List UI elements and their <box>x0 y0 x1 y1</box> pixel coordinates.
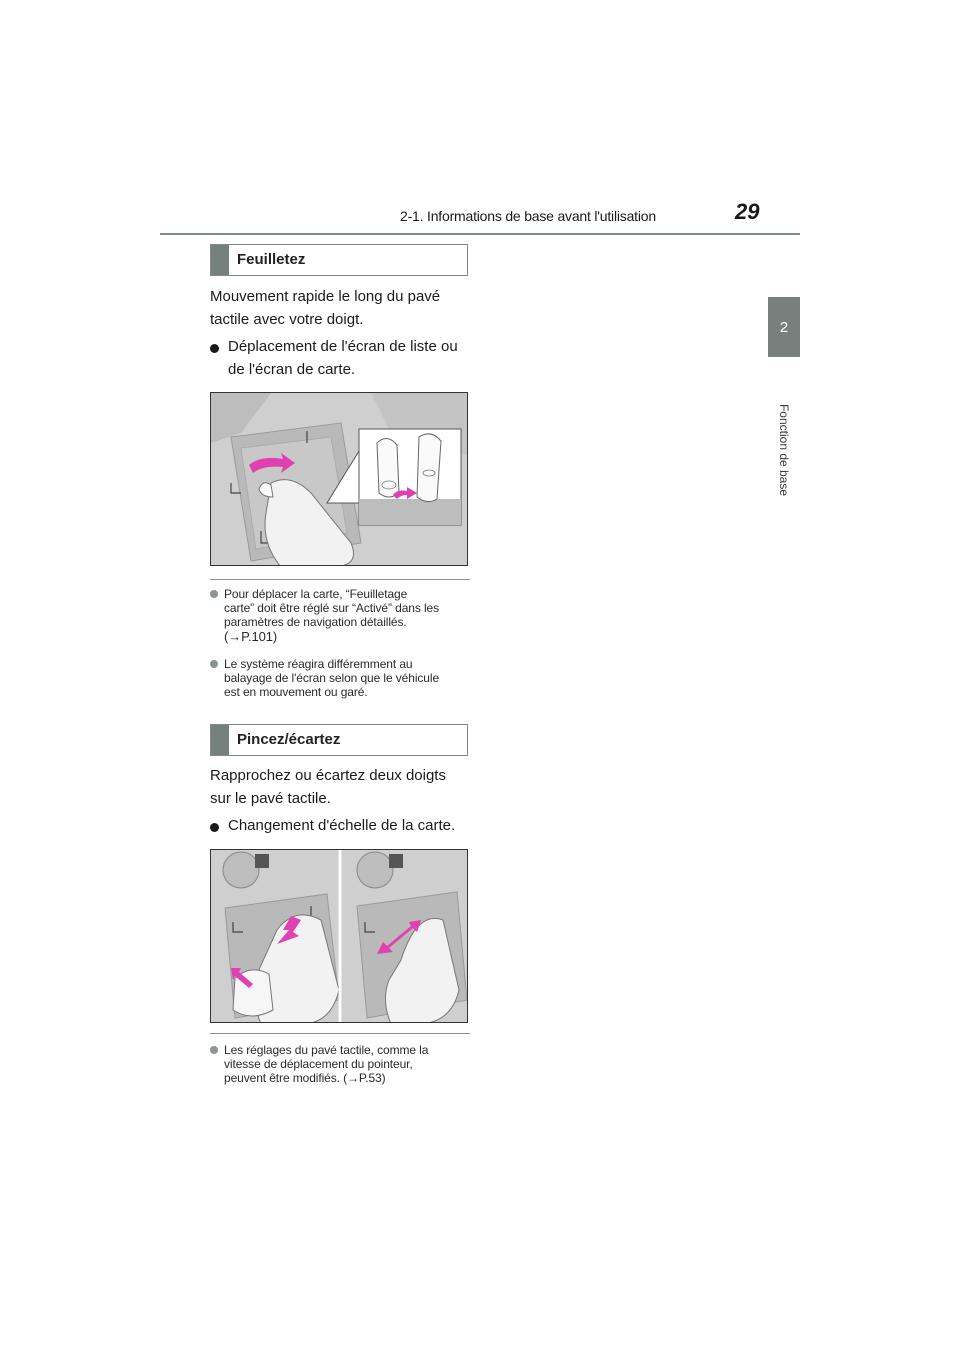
note-divider <box>210 579 470 580</box>
touchpad-pinch-image <box>211 850 468 1023</box>
note-bullet-icon <box>210 590 218 598</box>
bullet-item <box>210 814 472 837</box>
note-line: est en mouvement ou garé. <box>224 685 368 699</box>
note-item <box>210 657 472 699</box>
flick-illustration <box>210 392 468 566</box>
note-line: Le système réagira différemment au <box>224 657 413 671</box>
description-line: Mouvement rapide le long du pavé <box>210 288 441 305</box>
note-line: vitesse de déplacement du pointeur, <box>224 1057 413 1071</box>
running-header-title: 2-1. Informations de base avant l'utilisation <box>400 208 656 224</box>
section-description <box>210 285 470 331</box>
chapter-number: 2 <box>779 318 789 336</box>
bullet-item <box>210 335 472 381</box>
touchpad-flick-image <box>211 393 468 566</box>
section-header-marker <box>211 245 229 275</box>
bullet-dot-icon <box>210 823 219 832</box>
description-line: tactile avec votre doigt. <box>210 311 364 328</box>
note-line: balayage de l'écran selon que le véhicule <box>224 671 440 685</box>
bullet-line: Déplacement de l'écran de liste ou <box>228 338 458 355</box>
bullet-dot-icon <box>210 344 219 353</box>
section-header-pinch <box>210 724 468 756</box>
note-line: paramètres de navigation détaillés. <box>224 615 407 629</box>
pinch-illustration <box>210 849 468 1023</box>
note-divider <box>210 1033 470 1034</box>
note-line: carte” doit être réglé sur “Activé” dans les <box>224 601 440 615</box>
chapter-side-label <box>772 403 796 497</box>
section-description <box>210 764 470 810</box>
header-rule <box>160 233 800 235</box>
section-header-flick <box>210 244 468 276</box>
page-number: 29 <box>735 199 760 224</box>
note-bullet-icon <box>210 1046 218 1054</box>
note-line: Les réglages du pavé tactile, comme la <box>224 1043 429 1057</box>
chapter-label: Fonction de base <box>777 403 791 497</box>
section-title: Feuilletez <box>237 251 306 268</box>
note-item <box>210 587 472 645</box>
description-line: sur le pavé tactile. <box>210 790 331 807</box>
section-title: Pincez/écartez <box>237 731 341 748</box>
note-line-with-reference[interactable]: peuvent être modifiés. (→P.53) <box>224 1071 386 1085</box>
note-bullet-icon <box>210 660 218 668</box>
bullet-line: de l'écran de carte. <box>228 361 356 378</box>
chapter-tab <box>768 297 800 357</box>
note-item <box>210 1043 472 1085</box>
description-line: Rapprochez ou écartez deux doigts <box>210 767 446 784</box>
note-line: Pour déplacer la carte, “Feuilletage <box>224 587 408 601</box>
bullet-line: Changement d'échelle de la carte. <box>228 817 456 834</box>
page-reference-link[interactable]: (→P.101) <box>224 629 278 644</box>
section-header-marker <box>211 725 229 755</box>
